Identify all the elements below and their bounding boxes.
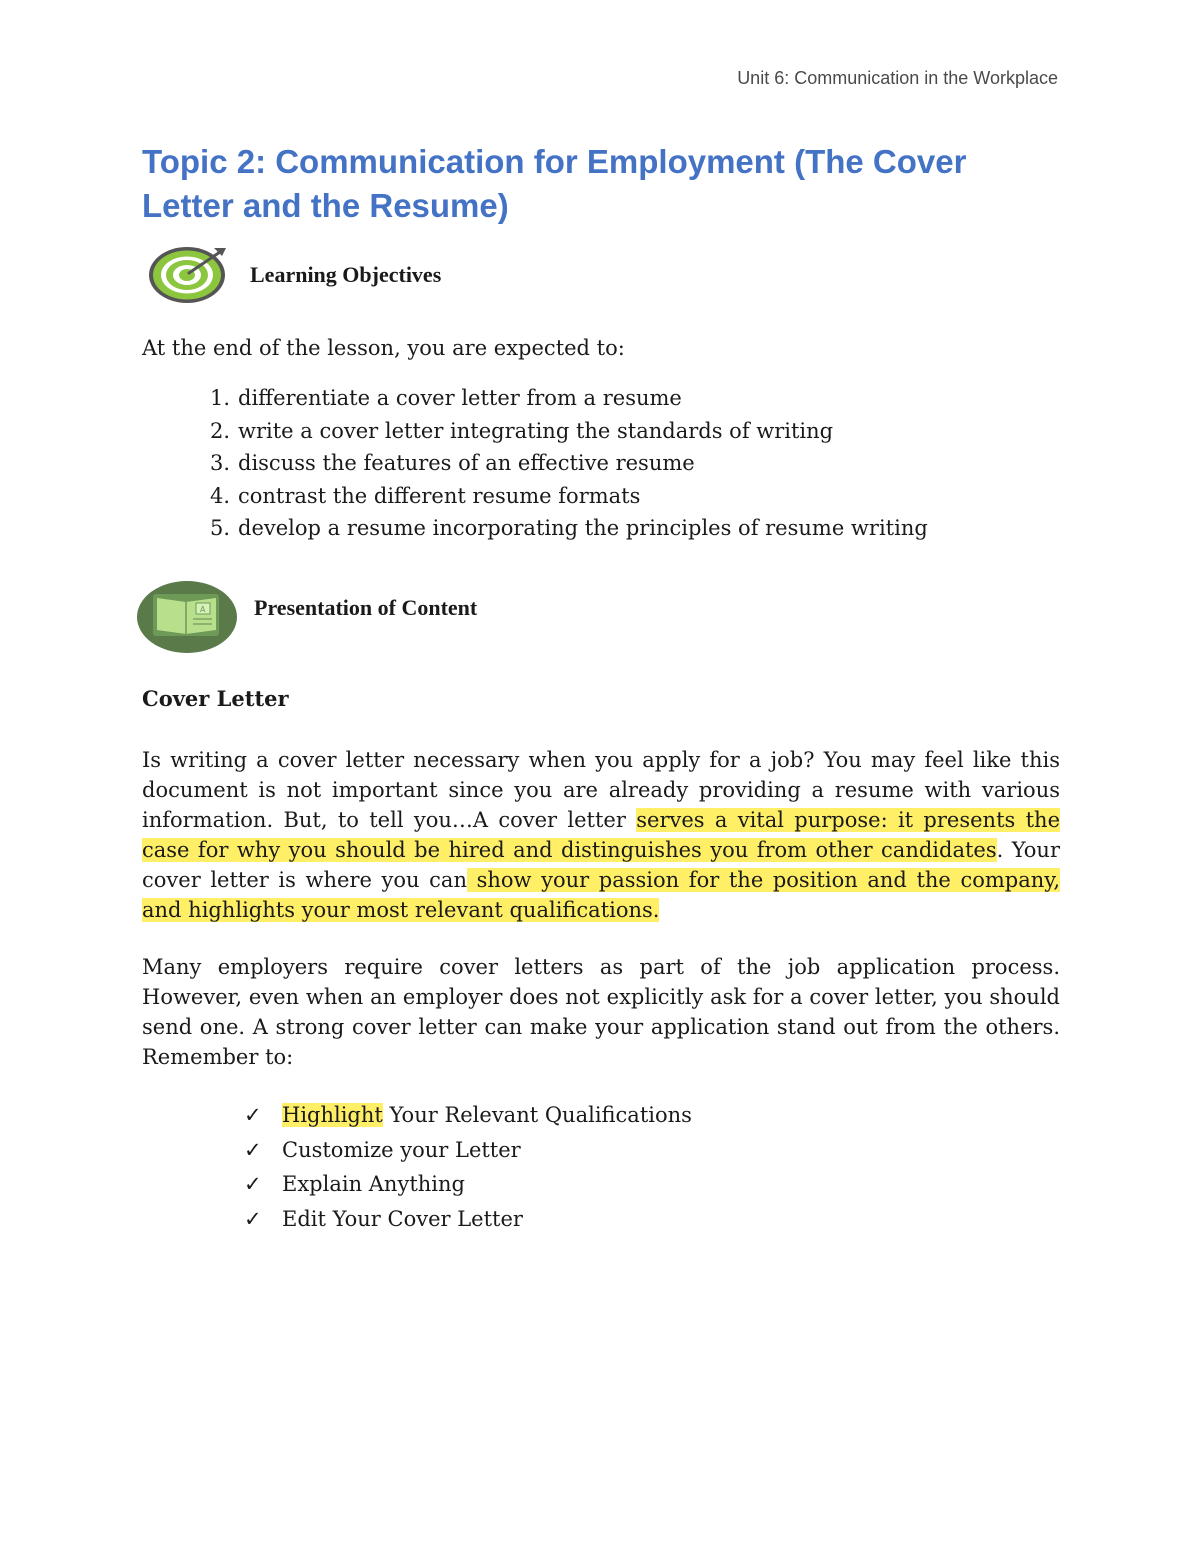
checkmark-icon: ✓	[244, 1137, 262, 1162]
checklist-text: Customize your Letter	[282, 1137, 521, 1162]
list-number: 2.	[210, 418, 231, 443]
list-item	[210, 480, 928, 513]
checklist-item	[244, 1133, 692, 1168]
target-icon	[148, 246, 230, 304]
objectives-list	[210, 382, 928, 545]
highlighted-text: serves a vital purpose: it presents the case for why you should be hired and distinguishes you from other candidates	[142, 808, 1060, 862]
checkmark-icon: ✓	[244, 1172, 262, 1196]
list-text: discuss the features of an effective resume	[238, 451, 695, 475]
paragraph-text: Is writing a cover letter necessary when you apply for a job? You may feel like this document is not important since you are already providing a resume with various information. But, to tell you…A cover letter	[142, 748, 1060, 832]
highlighted-text: Highlight	[282, 1103, 383, 1127]
list-number: 3.	[210, 451, 231, 475]
checklist	[244, 1098, 692, 1236]
list-item	[210, 415, 928, 448]
svg-text:A: A	[200, 605, 206, 614]
checklist-text: Explain Anything	[282, 1172, 465, 1196]
open-book-icon	[136, 580, 238, 654]
checklist-text: Edit Your Cover Letter	[282, 1206, 523, 1231]
checklist-text	[282, 1098, 692, 1133]
cover-letter-paragraph-2: Many employers require cover letters as part of the job application process. However, even when an employer does not explicitly ask for a cover letter, you should send one. A strong cover letter can make your application stand out from the others. Remember to:	[142, 955, 1060, 1069]
cover-letter-heading: Cover Letter	[142, 686, 289, 711]
learning-objectives-heading: Learning Objectives	[250, 262, 442, 287]
cover-letter-paragraph-1	[142, 745, 1060, 925]
highlighted-text: show your passion for the position and the company, and highlights your most relevant qualifications.	[142, 868, 1061, 922]
list-number: 4.	[210, 483, 231, 508]
checklist-text-rest: Your Relevant Qualifications	[382, 1103, 692, 1127]
list-text: write a cover letter integrating the standards of writing	[238, 418, 834, 443]
list-item	[210, 512, 928, 545]
list-text: contrast the different resume formats	[238, 483, 641, 508]
list-text: develop a resume incorporating the principles of resume writing	[238, 516, 928, 540]
list-number: 1.	[210, 386, 231, 410]
page-header: Unit 6: Communication in the Workplace	[737, 68, 1058, 88]
checklist-item	[244, 1098, 692, 1133]
checklist-item	[244, 1167, 692, 1202]
list-number: 5.	[210, 516, 231, 540]
list-item	[210, 382, 928, 415]
list-text: differentiate a cover letter from a resume	[238, 386, 682, 410]
checkmark-icon: ✓	[244, 1206, 262, 1231]
page-title: Topic 2: Communication for Employment (The Cover Letter and the Resume)	[142, 143, 967, 224]
list-item	[210, 447, 928, 480]
paragraph-text: . Your cover letter is where you can	[142, 838, 1060, 892]
checklist-item	[244, 1202, 692, 1237]
objectives-intro: At the end of the lesson, you are expected to:	[142, 336, 625, 360]
checkmark-icon: ✓	[244, 1103, 262, 1127]
presentation-heading: Presentation of Content	[254, 595, 478, 620]
